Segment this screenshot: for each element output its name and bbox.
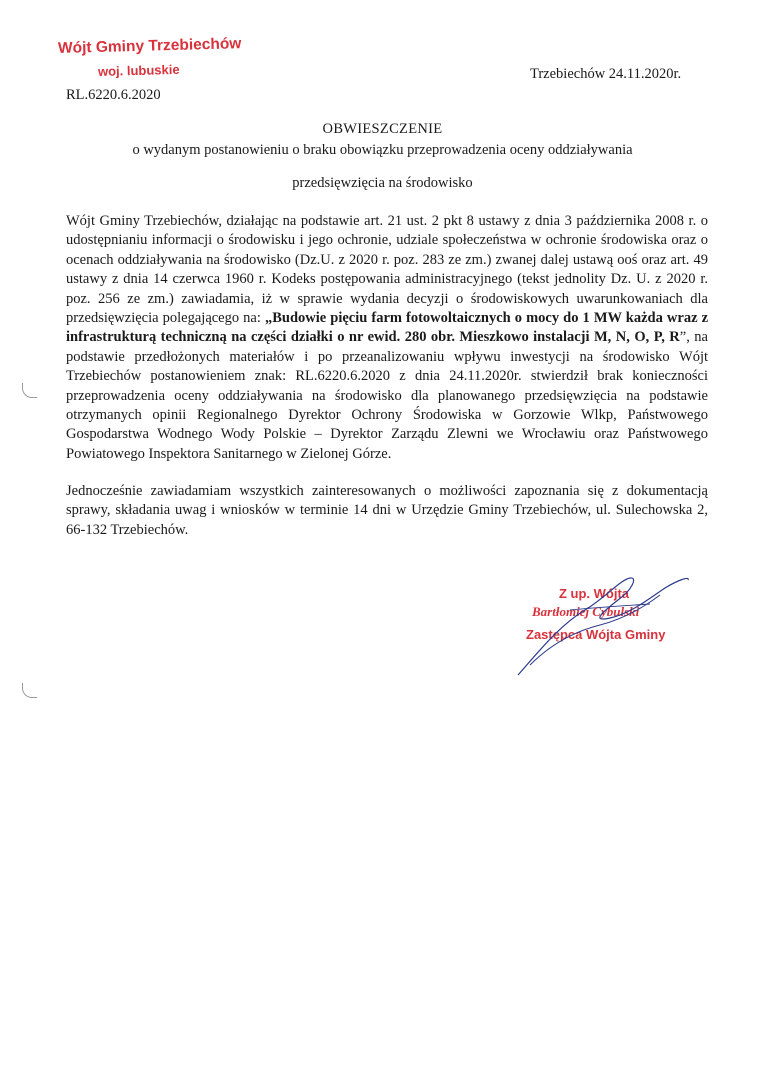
hole-punch-mark — [22, 683, 37, 698]
signature-stamp-line-1: Z up. Wójta — [559, 586, 630, 601]
document-subtitle-continued: przedsięwzięcia na środowisko — [292, 175, 473, 191]
reference-number: RL.6220.6.2020 — [66, 87, 161, 103]
signature-stroke-2 — [530, 595, 660, 665]
stamp-province: woj. lubuskie — [97, 61, 180, 79]
paragraph-1-decision: ”, na podstawie przedłożonych materiałów i po przeanalizowaniu wpływu inwestycji na środowisko Wójt Trzebiechów postanowieniem znak: RL.6220.6.2020 z dnia 24.11.2020r. stwierdził brak konieczności przeprowadzenia oceny oddziaływania na środowisko dla planowanego przedsięwzięcia na podstawie otrzymanych opinii Regionalnego Dyrektor Ochrony Środowiska w Gorzowie Wlkp, Państwowego Gospodarstwa Wodnego Wody Polskie – Dyrektor Zarządu Zlewni we Wrocławiu oraz Państwowego Powiatowego Inspektora Sanitarnego w Zielonej Górze. — [66, 329, 708, 462]
body-paragraph-2: Jednocześnie zawiadamiam wszystkich zainteresowanych o możliwości zapoznania się z dokumentacją sprawy, składania uwag i wniosków w terminie 14 dni w Urzędzie Gminy Trzebiechów, ul. Sulechowska 2, 66-132 Trzebiechów. — [66, 483, 708, 538]
place-and-date: Trzebiechów 24.11.2020r. — [530, 66, 682, 82]
document-subtitle: o wydanym postanowieniu o braku obowiązku przeprowadzenia oceny oddziaływania — [132, 142, 633, 158]
body-paragraph-1 — [66, 212, 708, 464]
document-title: OBWIESZCZENIE — [322, 121, 443, 137]
project-description: „Budowie pięciu farm fotowoltaicznych o mocy do 1 MW każda wraz z infrastrukturą techniczną na części działki o nr ewid. 280 obr. Mieszkowo instalacji M, N, O, P, R — [66, 310, 709, 346]
stamp-office-name: Wójt Gminy Trzebiechów — [57, 35, 242, 57]
paragraph-1-intro: Wójt Gminy Trzebiechów, działając na podstawie art. 21 ust. 2 pkt 8 ustawy z dnia 3 października 2008 r. o udostępnianiu informacji o środowisku i jego ochronie, udziale społeczeństwa w ochronie środowiska oraz o ocenach oddziaływania na środowisko (Dz.U. z 2020 r. poz. 283 ze zm.) zwanej dalej ustawą ooś oraz art. 49 ustawy z dnia 14 czerwca 1960 r. Kodeks postępowania administracyjnego (tekst jednolity Dz. U. z 2020 r. poz. 256 ze zm.) zawiadamia, iż w sprawie wydania decyzji o środowiskowych uwarunkowaniach dla przedsięwzięcia polegającego na: — [66, 213, 708, 327]
signature-stamp-name: Bartłomiej Cybulski — [532, 604, 640, 619]
hole-punch-mark — [22, 383, 37, 398]
signature-stroke-1 — [518, 578, 688, 675]
signature-stamp-position: Zastępca Wójta Gminy — [526, 627, 666, 642]
handwritten-signature — [500, 570, 700, 680]
